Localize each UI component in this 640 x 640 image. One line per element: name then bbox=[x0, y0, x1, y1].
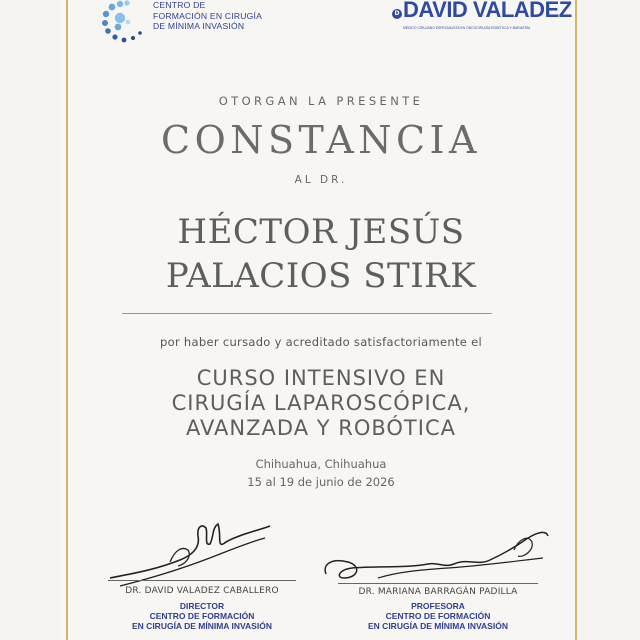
signer-2-role bbox=[334, 601, 542, 631]
place-and-date bbox=[66, 455, 576, 491]
david-valadez-logo bbox=[392, 0, 572, 34]
signature-mariana-barragan bbox=[318, 528, 558, 590]
accreditation-phrase: por haber cursado y acreditado satisfactoriamente el bbox=[160, 335, 482, 349]
signature-line-1 bbox=[108, 580, 296, 581]
signer-2-role-line-1: PROFESORA bbox=[411, 601, 465, 611]
city: Chihuahua, Chihuahua bbox=[255, 457, 387, 471]
divider bbox=[122, 313, 492, 314]
course-title bbox=[66, 366, 576, 441]
signature-line-2 bbox=[338, 583, 538, 584]
granted-heading: OTORGAN LA PRESENTE bbox=[218, 94, 424, 108]
logo-line-1: CENTRO DE bbox=[153, 0, 206, 10]
recipient-prefix: AL DR. bbox=[294, 174, 348, 186]
logo-subtitle: MÉDICO CIRUJANO ESPECIALISTA EN ONCOCIRUGÍA ROBÓTICA Y BARIATRÍA bbox=[403, 26, 531, 30]
signer-1-role-line-1: DIRECTOR bbox=[179, 601, 225, 611]
signer-2-role-line-3: EN CIRUGÍA DE MÍNIMA INVASIÓN bbox=[368, 621, 508, 631]
dots-circle-icon bbox=[98, 0, 150, 44]
signer-1-role bbox=[98, 601, 306, 631]
logo-line-2: FORMACIÓN EN CIRUGÍA bbox=[153, 10, 263, 21]
signature-david-valadez bbox=[100, 516, 280, 596]
logo-name: DAVID VALADEZ bbox=[403, 0, 572, 22]
certificate-title: CONSTANCIA bbox=[161, 118, 481, 162]
signer-1-name: DR. DAVID VALADEZ CABALLERO bbox=[125, 586, 279, 596]
recipient-last-names: PALACIOS STIRK bbox=[165, 256, 477, 296]
signer-1-role-line-3: EN CIRUGÍA DE MÍNIMA INVASIÓN bbox=[132, 621, 272, 631]
recipient-first-names: HÉCTOR JESÚS bbox=[177, 212, 465, 252]
course-line-3: AVANZADA Y ROBÓTICA bbox=[186, 416, 456, 440]
course-line-1: CURSO INTENSIVO EN bbox=[196, 366, 446, 390]
recipient-name bbox=[66, 210, 576, 298]
signer-1-role-line-2: CENTRO DE FORMACIÓN bbox=[149, 611, 255, 621]
course-dates: 15 al 19 de junio de 2026 bbox=[247, 475, 395, 489]
signer-2-role-line-2: CENTRO DE FORMACIÓN bbox=[385, 611, 491, 621]
training-center-logo bbox=[98, 0, 268, 44]
course-line-2: CIRUGÍA LAPAROSCÓPICA, bbox=[171, 391, 471, 415]
signer-2-name: DR. MARIANA BARRAGÁN PADILLA bbox=[358, 587, 518, 597]
logo-line-3: DE MÍNIMA INVASIÓN bbox=[153, 21, 245, 31]
logo-mark-icon: D bbox=[392, 9, 402, 19]
training-center-name bbox=[153, 0, 262, 32]
